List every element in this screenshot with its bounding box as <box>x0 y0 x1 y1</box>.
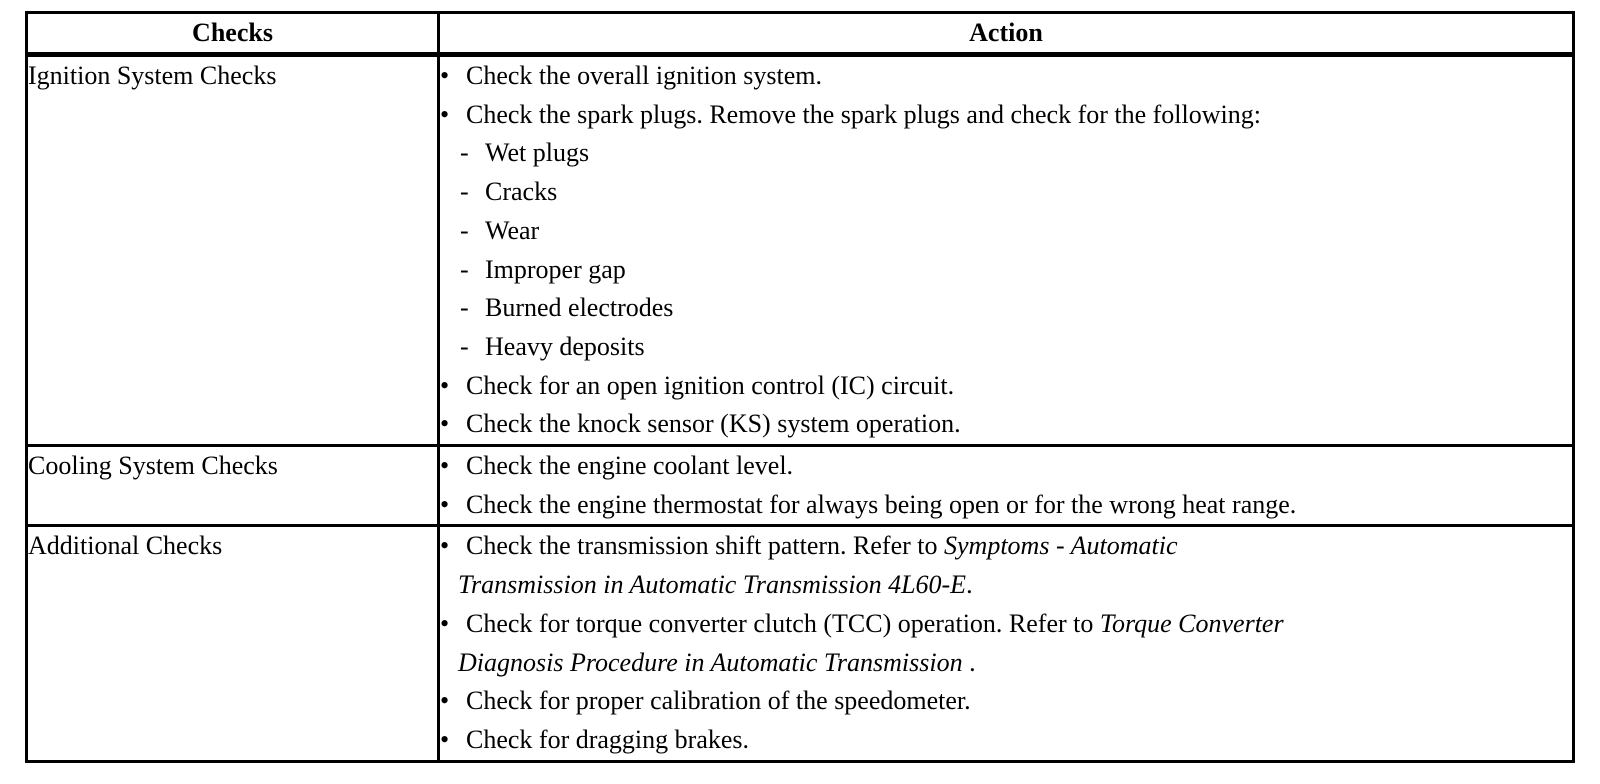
reference-link-text: Transmission in Automatic Transmission 4L60-E <box>458 570 967 600</box>
bullet-icon: • <box>440 531 450 561</box>
dash-icon: - <box>460 331 469 361</box>
dash-icon: - <box>460 215 469 245</box>
action-text: Check for an open ignition control (IC) circuit. <box>466 370 955 400</box>
bullet-icon: • <box>440 608 450 638</box>
action-text: Check for proper calibration of the speedometer. <box>466 686 971 716</box>
bullet-icon: • <box>440 451 450 481</box>
table-row-ignition <box>27 55 1574 446</box>
sub-item <box>440 289 1572 328</box>
action-text: Check the engine coolant level. <box>466 451 794 481</box>
action-item <box>440 605 1572 682</box>
bullet-icon: • <box>440 99 450 129</box>
action-text: Check the spark plugs. Remove the spark plugs and check for the following: <box>466 99 1261 129</box>
bullet-icon: • <box>440 489 450 519</box>
sub-item <box>440 212 1572 251</box>
action-text: Check the engine thermostat for always being open or for the wrong heat range. <box>466 489 1297 519</box>
action-cell <box>439 526 1574 761</box>
action-list <box>440 527 1572 759</box>
action-text-end: . <box>966 570 973 600</box>
action-cell <box>439 446 1574 526</box>
check-name: Cooling System Checks <box>27 446 439 526</box>
check-name: Additional Checks <box>27 526 439 761</box>
action-list <box>440 447 1572 524</box>
reference-link-text: Torque Converter <box>1099 608 1284 638</box>
action-text: Check for dragging brakes. <box>466 724 750 754</box>
action-item <box>440 447 1572 486</box>
reference-link-text: Diagnosis Procedure in Automatic Transmission <box>458 647 963 677</box>
action-item <box>440 527 1572 604</box>
action-text: Check for torque converter clutch (TCC) operation. Refer to <box>466 608 1100 638</box>
sub-item-text: Heavy deposits <box>485 331 645 361</box>
action-item <box>440 405 1572 444</box>
bullet-icon: • <box>440 409 450 439</box>
sub-item <box>440 251 1572 290</box>
bullet-icon: • <box>440 724 450 754</box>
action-text: Check the overall ignition system. <box>466 61 822 90</box>
dash-icon: - <box>460 293 469 323</box>
sub-item-text: Wear <box>485 215 540 245</box>
sub-item-text: Wet plugs <box>485 138 590 168</box>
sub-item <box>440 173 1572 212</box>
action-item <box>440 682 1572 721</box>
bullet-icon: • <box>440 686 450 716</box>
check-name: Ignition System Checks <box>27 55 439 446</box>
bullet-icon: • <box>440 61 450 90</box>
action-text: Check the transmission shift pattern. Refer to <box>466 531 945 561</box>
table-row-additional <box>27 526 1574 761</box>
sub-item-text: Burned electrodes <box>485 293 674 323</box>
action-item <box>440 486 1572 525</box>
action-text-end: . <box>962 647 976 677</box>
action-item <box>440 96 1572 367</box>
action-cell <box>439 55 1574 446</box>
action-text: Check the knock sensor (KS) system operation. <box>466 409 961 439</box>
dash-icon: - <box>460 138 469 168</box>
column-header-checks: Checks <box>27 13 439 55</box>
sub-item-text: Improper gap <box>485 254 626 284</box>
dash-icon: - <box>460 177 469 207</box>
action-item <box>440 57 1572 96</box>
table-row-cooling <box>27 446 1574 526</box>
reference-link-text: Symptoms - Automatic <box>944 531 1178 561</box>
table-header-row <box>27 13 1574 55</box>
diagnostic-checks-table <box>25 11 1575 763</box>
bullet-icon: • <box>440 370 450 400</box>
sub-item <box>440 134 1572 173</box>
column-header-action: Action <box>439 13 1574 55</box>
sub-item <box>440 328 1572 367</box>
action-item <box>440 721 1572 760</box>
dash-icon: - <box>460 254 469 284</box>
action-item <box>440 367 1572 406</box>
sub-item-text: Cracks <box>485 177 558 207</box>
action-list <box>440 57 1572 444</box>
